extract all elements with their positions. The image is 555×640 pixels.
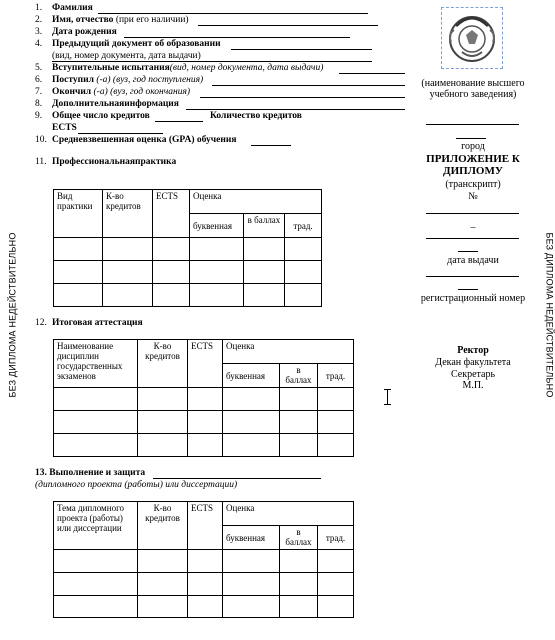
field-total-credits: 9. Общее число кредитов [35,111,150,121]
header-grade-traditional: трад. [285,214,322,238]
field-enrolled: 6. Поступил (-а) (вуз, год поступления) [35,75,204,85]
secretary-label: Секретарь [450,369,496,380]
table-row [54,284,322,307]
field-graduated: 7. Окончил (-а) (вуз, год окончания) [35,87,191,97]
field-gpa-line[interactable] [251,145,291,146]
header-ects: ECTS [188,502,223,550]
header-grade-letter: буквенная [223,364,280,388]
reg-number-label: регистрационный номер [420,293,526,304]
header-grade: Оценка [223,502,354,526]
field-surname: 1. Фамилия [35,3,93,13]
stamp-label: М.П. [462,380,484,391]
header-credits: К-во кредитов [138,340,188,388]
table-row [54,434,354,457]
field-additional-info: 8. Дополнительнаяинформация [35,99,179,109]
table-row [54,411,354,434]
header-credits: К-во кредитов [138,502,188,550]
field-previous-doc-note: (вид, номер документа, дата выдачи) [52,51,201,61]
field-birthdate-line[interactable] [124,37,350,38]
header-ects: ECTS [153,190,190,238]
rector-label: Ректор [457,345,489,356]
dash-line [426,238,519,239]
field-birthdate: 3. Дата рождения [35,27,117,37]
field-additional-info-line[interactable] [186,109,405,110]
field-previous-doc-line[interactable] [231,49,372,50]
field-graduated-line[interactable] [200,97,405,98]
dean-label: Декан факультета [435,357,511,368]
issue-date-line[interactable] [458,251,478,252]
section-13-line[interactable] [153,478,321,479]
field-gpa: 10. Средневзвешенная оценка (GPA) обучения [35,135,237,145]
field-name: 2. Имя, отчество (при его наличии) [35,15,189,25]
final-exam-table [53,339,354,457]
header-practice-type: Вид практики [54,190,103,238]
field-entrance-exams: 5. Вступительные испытания(вид, номер документа, дата выдачи) [35,63,324,73]
vertical-disclaimer-right: БЕЗ ДИПЛОМА НЕДЕЙСТВИТЕЛЬНО [544,232,555,398]
header-thesis-topic: Тема дипломного проекта (работы) или диссертации [54,502,138,550]
table-row [54,550,354,573]
field-surname-line[interactable] [98,13,368,14]
field-ects-line[interactable] [78,133,163,134]
field-total-credits-line[interactable] [155,121,203,122]
field-credit-count-label: Количество кредитов [210,111,302,121]
header-grade: Оценка [190,190,322,214]
issue-date-label: дата выдачи [447,255,499,266]
table-row [54,238,322,261]
header-discipline: Наименование дисциплин государственных экзаменов [54,340,138,388]
practice-table [53,189,322,307]
dash-separator: – [470,222,476,233]
section-11-heading: 11. Профессиональнаяпрактика [35,157,177,167]
number-line[interactable] [426,213,519,214]
table-row [54,573,354,596]
section-12-heading: 12. Итоговая аттестация [35,318,143,328]
table-row [54,261,322,284]
field-entrance-exams-line[interactable] [339,73,405,74]
institution-line[interactable] [426,124,519,125]
section-13-heading: 13. Выполнение и защита [35,468,146,478]
field-previous-doc: 4. Предыдущий документ об образовании [35,39,221,49]
text-cursor-icon [384,389,391,405]
transcript-subtitle: (транскрипт) [445,179,501,190]
header-grade-points: в баллах [280,364,318,388]
institution-note: (наименование высшего учебного заведения) [421,78,525,100]
header-grade-letter: буквенная [223,526,280,550]
header-grade-letter: буквенная [190,214,244,238]
city-line-top [456,138,486,139]
reg-number-line-top [426,276,519,277]
header-grade-points: в баллах [280,526,318,550]
reg-number-line[interactable] [458,289,478,290]
vertical-disclaimer-left: БЕЗ ДИПЛОМА НЕДЕЙСТВИТЕЛЬНО [7,232,18,398]
header-grade-traditional: трад. [318,364,354,388]
table-row [54,596,354,618]
header-credits: К-во кредитов [103,190,153,238]
header-grade-points: в баллах [244,214,285,238]
table-row [54,388,354,411]
field-previous-doc-note-line [52,61,372,62]
emblem-seal-icon [441,7,503,69]
field-enrolled-line[interactable] [212,85,405,86]
appendix-title: ПРИЛОЖЕНИЕ К ДИПЛОМУ [426,153,520,177]
thesis-table [53,501,354,618]
header-ects: ECTS [188,340,223,388]
city-label: город [461,141,485,152]
field-name-line[interactable] [198,25,378,26]
field-ects: ECTS [52,123,77,133]
header-grade-traditional: трад. [318,526,354,550]
number-sign: № [468,191,478,202]
section-13-note: (дипломного проекта (работы) или диссертации) [35,480,238,490]
header-grade: Оценка [223,340,354,364]
